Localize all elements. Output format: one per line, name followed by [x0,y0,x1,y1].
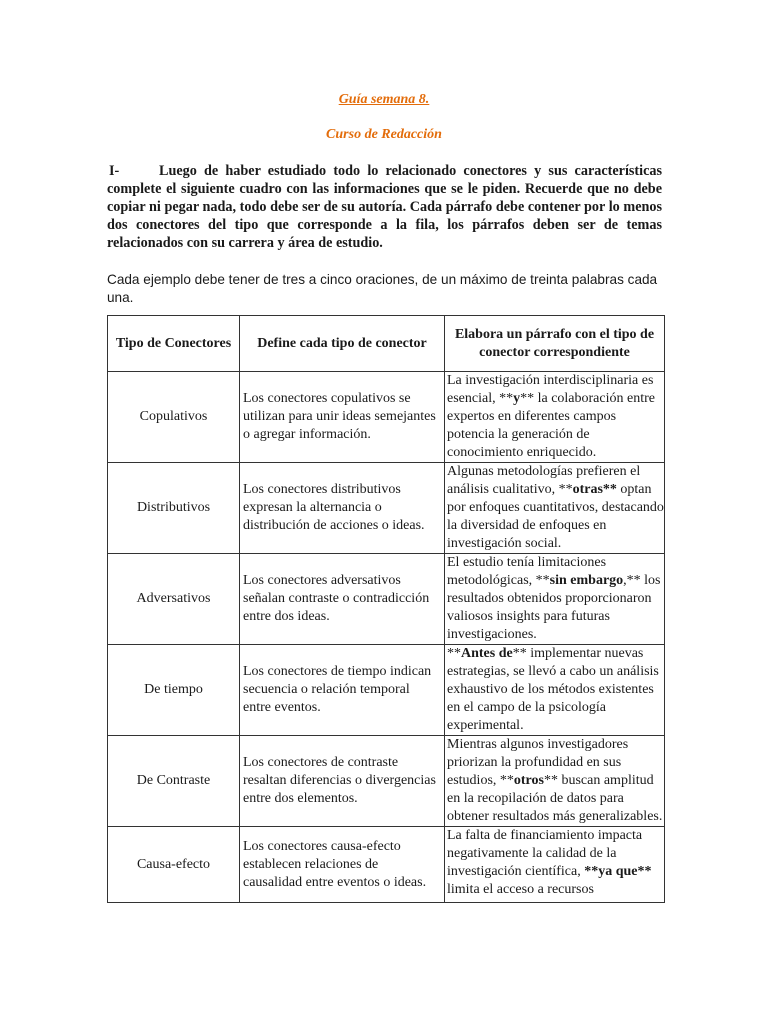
header-definition: Define cada tipo de conector [240,316,445,372]
connector-type: Copulativos [108,372,240,463]
example-text: ,** los resultados obtenidos proporcionaron valiosos insights para futuras investigaciones. [447,573,661,642]
example-connector: sin embargo [549,573,624,588]
connector-type: De tiempo [108,645,240,736]
table-row [108,736,665,827]
connector-definition: Los conectores de tiempo indican secuencia o relación temporal entre eventos. [240,645,445,736]
note-text: Cada ejemplo debe tener de tres a cinco oraciones, de un máximo de treinta palabras cada una. [107,272,658,305]
example-text: optan por enfoques cuantitativos, destacando la diversidad de enfoques en investigación social. [447,482,664,551]
example-text: La falta de financiamiento impacta negativamente la calidad de la investigación científica, [447,828,643,879]
example-connector: otros [513,773,544,788]
connector-type: Distributivos [108,463,240,554]
example-text: limita el acceso a recursos [447,882,594,897]
instructions-text: Luego de haber estudiado todo lo relacionado conectores y sus características complete el siguiente cuadro con las informaciones que se le piden. Recuerde que no debe copiar ni pegar nada, todo debe ser de su autoría. Cada párrafo debe contener por lo menos dos conectores del tipo que corresponde a la fila, los párrafos deben ser de temas relacionados con su carrera y área de estudio. [107,163,662,251]
table-row [108,372,665,463]
instructions [107,162,662,252]
connector-type: Causa-efecto [108,827,240,903]
connector-example [445,463,665,554]
connector-type: Adversativos [108,554,240,645]
example-connector: **ya que** [584,864,652,879]
example-text: La investigación interdisciplinaria es esencial, ** [447,373,654,406]
connectors-table [107,315,665,903]
connector-definition: Los conectores adversativos señalan contraste o contradicción entre dos ideas. [240,554,445,645]
connector-definition: Los conectores causa-efecto establecen relaciones de causalidad entre eventos o ideas. [240,827,445,903]
table-row [108,827,665,903]
table-row [108,554,665,645]
connector-example [445,827,665,903]
example-text: Mientras algunos investigadores priorizan la profundidad en sus estudios, ** [447,737,629,788]
connector-example [445,736,665,827]
example-text: ** la colaboración entre expertos en diferentes campos potencia la generación de conocimiento enriquecido. [447,391,655,460]
connector-example [445,645,665,736]
example-text: Algunas metodologías prefieren el análisis cualitativo, ** [447,464,641,497]
example-connector: Antes de [461,646,513,661]
connector-type: De Contraste [108,736,240,827]
connector-definition: Los conectores de contraste resaltan diferencias o divergencias entre dos elementos. [240,736,445,827]
header-example: Elabora un párrafo con el tipo de conector correspondiente [445,316,665,372]
connector-definition: Los conectores distributivos expresan la alternancia o distribución de acciones o ideas. [240,463,445,554]
example-connector: y [513,391,521,406]
table-header-row [108,316,665,372]
table-row [108,645,665,736]
table-row [108,463,665,554]
instructions-number: I- [109,163,120,179]
example-text: ** implementar nuevas estrategias, se llevó a cabo un análisis exhaustivo de los métodos existentes en el campo de la psicología experimental. [447,646,659,733]
header-type: Tipo de Conectores [108,316,240,372]
connector-example [445,554,665,645]
connector-definition: Los conectores copulativos se utilizan para unir ideas semejantes o agregar información. [240,372,445,463]
connector-example [445,372,665,463]
page-title: Guía semana 8. [338,92,430,107]
example-text: ** buscan amplitud en la recopilación de datos para obtener resultados más generalizables. [447,773,663,824]
example-text: ** [447,646,461,661]
page-subtitle: Curso de Redacción [326,127,442,142]
example-text: El estudio tenía limitaciones metodológicas, ** [447,555,607,588]
example-connector: otras** [572,482,617,497]
